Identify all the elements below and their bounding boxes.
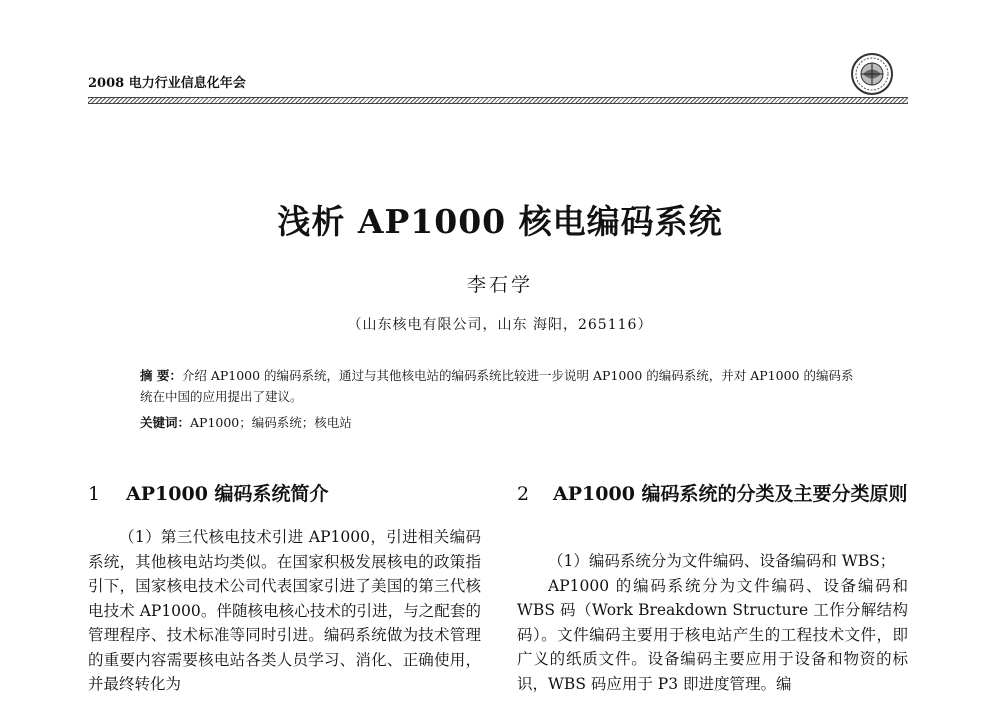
conference-seal-logo-icon <box>850 52 894 96</box>
abstract <box>140 365 860 407</box>
section-2-number: 2 <box>517 483 530 505</box>
header-rule <box>88 97 908 104</box>
section-1-number: 1 <box>88 483 101 505</box>
section-2-paragraph-2: AP1000 的编码系统分为文件编码、设备编码和 WBS 码（Work Breakdown Structure 工作分解结构码）。文件编码主要用于核电站产生的工程技术文件，即广义的纸质文件。设备编码主要应用于设备和物资的标识，WBS 码应用于 P3 即进度管理。编 <box>517 576 908 693</box>
section-1-heading <box>88 479 481 510</box>
paper-title: 浅析 AP1000 核电编码系统 <box>277 202 723 241</box>
running-header: 2008 电力行业信息化年会 <box>88 76 246 91</box>
keywords <box>140 412 860 433</box>
abstract-text: 介绍 AP1000 的编码系统，通过与其他核电站的编码系统比较进一步说明 AP1000 的编码系统，并对 AP1000 的编码系统在中国的应用提出了建议。 <box>140 368 854 404</box>
keywords-text: AP1000；编码系统；核电站 <box>190 415 352 430</box>
section-1-body <box>88 525 481 697</box>
section-2-title: AP1000 编码系统的分类及主要分类原则 <box>553 483 908 505</box>
section-2-heading <box>517 479 908 510</box>
section-1-paragraph: （1）第三代核电技术引进 AP1000，引进相关编码系统，其他核电站均类似。在国家积极发展核电的政策指引下，国家核电技术公司代表国家引进了美国的第三代核电技术 AP1000。伴随核电核心技术的引进，与之配套的管理程序、技术标准等同时引进。编码系统做为技术管理的重要内容需要核电站各类人员学习、消化、正确使用，并最终转化为 <box>88 528 481 693</box>
author-affiliation: （山东核电有限公司，山东 海阳，265116） <box>347 317 653 333</box>
author-name: 李石学 <box>466 274 533 296</box>
abstract-label: 摘 要： <box>140 368 182 383</box>
section-2-body <box>517 549 908 696</box>
section-2-paragraph-1: （1）编码系统分为文件编码、设备编码和 WBS； <box>548 552 896 570</box>
section-1-title: AP1000 编码系统简介 <box>126 483 329 505</box>
keywords-label: 关键词： <box>140 415 191 430</box>
